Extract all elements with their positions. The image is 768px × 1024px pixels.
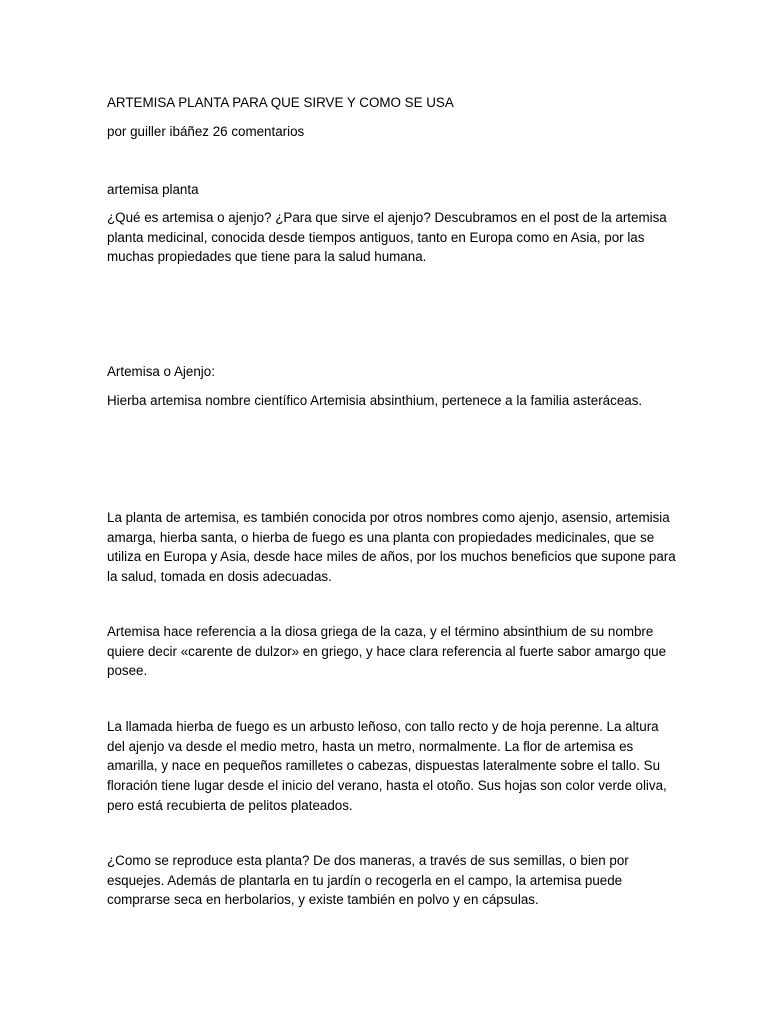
reproduction-paragraph: ¿Como se reproduce esta planta? De dos maneras, a través de sus semillas, o bien por esquejes. Además de plantarla en tu jardín o recogerla en el campo, la artemisa puede comprarse seca en herbolarios, y existe también en polvo y en cápsulas. <box>107 853 629 908</box>
author-byline: por guiller ibáñez 26 comentarios <box>107 124 305 139</box>
etymology-paragraph: Artemisa hace referencia a la diosa griega de la caza, y el término absinthium de su nombre quiere decir «carente de dulzor» en griego, y hace clara referencia al fuerte sabor amargo que posee. <box>107 624 667 679</box>
other-names-paragraph: La planta de artemisa, es también conocida por otros nombres como ajenjo, asensio, artemisia amarga, hierba santa, o hierba de fuego es una planta con propiedades medicinales, que se utiliza en Europa y Asia, desde hace miles de años, por los muchos beneficios que supone para la salud, tomada en dosis adecuadas. <box>107 510 676 585</box>
section-heading: Artemisa o Ajenjo: <box>107 364 215 379</box>
document-title: ARTEMISA PLANTA PARA QUE SIRVE Y COMO SE USA <box>107 95 454 110</box>
intro-paragraph: ¿Qué es artemisa o ajenjo? ¿Para que sirve el ajenjo? Descubramos en el post de la artemisa planta medicinal, conocida desde tiempos antiguos, tanto en Europa como en Asia, por las muchas propiedades que tiene para la salud humana. <box>107 210 667 265</box>
intro-heading: artemisa planta <box>107 182 199 197</box>
description-paragraph: La llamada hierba de fuego es un arbusto leñoso, con tallo recto y de hoja perenne. La altura del ajenjo va desde el medio metro, hasta un metro, normalmente. La flor de artemisa es amarilla, y nace en pequeños ramilletes o cabezas, dispuestas lateralmente sobre el tallo. Su floración tiene lugar desde el inicio del verano, hasta el otoño. Sus hojas son color verde oliva, pero está recubierta de pelitos plateados. <box>107 719 667 813</box>
scientific-name-paragraph: Hierba artemisa nombre científico Artemisia absinthium, pertenece a la familia asteráceas. <box>107 393 643 408</box>
